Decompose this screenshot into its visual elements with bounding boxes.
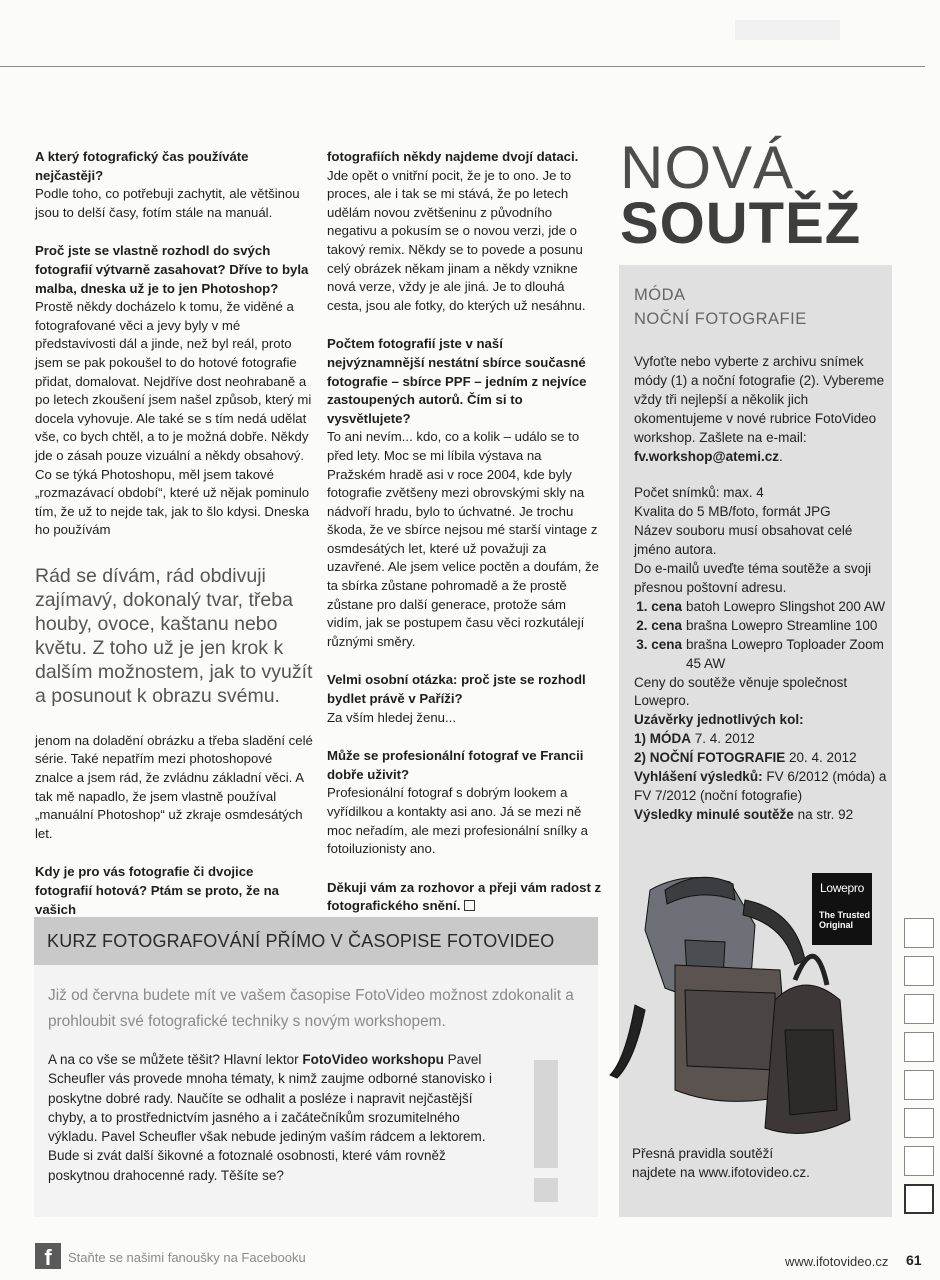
contest-intro-text: Vyfoťte nebo vyberte z archivu snímek módy (1) a noční fotografie (2). Vybereme vždy tři nejlepší a několik jich okomentujeme v nové rubrice FotoVideo workshop. Zašlete na e-mail: xyxy=(634,354,885,445)
article-column-1 xyxy=(35,148,313,919)
interview-question: Počtem fotografií jste v naší nejvýznamnější nestátní sbírce současné fotografie – sbírce PPF – jedním z nejvíce zastoupených autorů. Čím si to vysvětlujete? xyxy=(327,336,587,426)
contest-footer-rules: Přesná pravidla soutěží najdete na www.ifotovideo.cz. xyxy=(632,1146,810,1180)
interview-question: Děkuji vám za rozhovor a přeji vám radost z fotografického snění. xyxy=(327,879,602,914)
interview-answer: Prostě někdy docházelo k tomu, že viděné a fotografované věci a jevy byly v mé představivosti dál a jinde, než byl reál, proto jsem se pak pokoušel to do hotové fotografie přidat, domalovat. Nejdříve dost neohrabaně a po letech zkoušení jsem našel způsob, který mi docela vyhovuje. Ale také se s tím nedá udělat vše, co bych chtěl, a to je možná dobře. Někdy jde o zásah pouze vizuální a někdy obsahový. Co se týká Photoshopu, měl jsem takové „rozmazávací období“, které už nějak pominulo tím, že už to nejde tak, jak to šlo kdysi. Dneska ho používám xyxy=(35,299,312,538)
contest-title-line1: NOVÁ xyxy=(620,134,795,201)
ladder-square xyxy=(904,1184,934,1214)
prize-text: batoh Lowepro Slingshot 200 AW xyxy=(686,598,886,614)
contest-title-line2: SOUTĚŽ xyxy=(620,191,862,256)
interview-answer: To ani nevím... kdo, co a kolik – událo se to před lety. Moc se mi líbila výstava na Pražském hradě asi v roce 2004, kde byly fotografie zvětšeny mezi obrovskými skly na nádvoří hradu, bylo to úchvatné. Je trochu škoda, že ve sbírce nejsou mé starší vintage z osmdesátých let, které už považuji za uzavřené. Ale jsem velice poctěn a doufám, že ta sbírka zůstane pohromadě a že prostě zůstane pro další generace, protože sám vidím, jak se postupem času věci rozkutálejí různými směry. xyxy=(327,429,599,649)
exclamation-icon xyxy=(532,1060,560,1202)
course-text-bold: FotoVideo workshopu xyxy=(302,1052,444,1067)
prize-row xyxy=(634,598,889,617)
contest-rules: Počet snímků: max. 4 Kvalita do 5 MB/foto, formát JPG Název souboru musí obsahovat celé jméno autora. Do e-mailů uveďte téma soutěže a svoji přesnou poštovní adresu. xyxy=(634,485,872,595)
interview-question: Kdy je pro vás fotografie či dvojice fotografií hotová? Ptám se proto, že na vašich xyxy=(35,864,279,917)
end-mark-icon xyxy=(464,900,475,911)
course-box xyxy=(34,917,598,1217)
course-text-start: A na co vše se můžete těšit? Hlavní lektor xyxy=(48,1052,303,1067)
course-heading: KURZ FOTOGRAFOVÁNÍ PŘÍMO V ČASOPISE FOTOVIDEO xyxy=(47,930,555,951)
ladder-square xyxy=(904,1032,934,1062)
lowepro-logo-tagline: The Trusted Original xyxy=(819,910,871,930)
interview-question: Velmi osobní otázka: proč jste se rozhodl bydlet právě v Paříži? xyxy=(327,672,586,707)
interview-answer: Jde opět o vnitřní pocit, že je to ono. Je to proces, ale i tak se mi stává, že po letech udělám novou zvětšeninu z původního negativu a pokusím se o novou verzi, jde o takový remix. Někdy se to povede a posunu celý obrázek někam jinam a někdy vznikne nová verze, vždy je ale jiná. Je to dlouhá cesta, jsou ale fotky, do kterých už nesáhnu. xyxy=(327,167,586,313)
pull-quote: Rád se dívám, rád obdivuji zajímavý, dokonalý tvar, třeba houby, ovoce, kaštanu nebo květu. Z toho už je jen krok k dalším možnostem, jak to využít a posunout k obrazu svému. xyxy=(35,564,313,707)
round1-date: 7. 4. 2012 xyxy=(694,731,755,747)
article-column-2 xyxy=(327,148,602,916)
interview-question: Může se profesionální fotograf ve Francii dobře uživit? xyxy=(327,748,584,782)
interview-answer: Profesionální fotograf s dobrým lookem a vyřídilkou a kontakty asi ano. Já se mezi ně moc neřadím, ale mezi profesionální snílky a fotoiluzionisty ano. xyxy=(327,785,588,857)
contest-category-1: MÓDA xyxy=(634,286,686,304)
previous-text: na str. 92 xyxy=(797,806,854,822)
prize-rank: 3. cena xyxy=(636,636,682,652)
interview-answer: Za vším hledej ženu... xyxy=(327,709,457,725)
facebook-text[interactable]: Staňte se našimi fanoušky na Facebooku xyxy=(68,1250,306,1265)
round2-label: 2) NOČNÍ FOTOGRAFIE xyxy=(634,750,786,766)
footer-url[interactable]: www.ifotovideo.cz xyxy=(785,1254,889,1269)
contest-title xyxy=(620,134,880,256)
interview-question: fotografiích někdy najdeme dvojí dataci. xyxy=(327,149,579,164)
contest-sponsor: Ceny do soutěže věnuje společnost Lowepro. xyxy=(634,674,848,709)
ladder-square xyxy=(904,1070,934,1100)
ladder-square xyxy=(904,994,934,1024)
prize-rank: 2. cena xyxy=(636,617,682,633)
course-text-rest: Pavel Scheufler vás provede mnoha tématy, k nimž zaujme odborné stanovisko i poskytne dobré rady. Naučíte se odhalit a posléze i napravit nejčastější chyby, a to prostřednictvím jasného a i začátečníkům srozumitelného výkladu. Pavel Scheufler však nebude jediným vaším rádcem a lektorem. Bude si zvát další šikovné a fotoznalé osobnosti, které vám rovněž poskytnou drahocenné rady. Těšíte se? xyxy=(48,1052,492,1183)
contest-category-2: NOČNÍ FOTOGRAFIE xyxy=(634,310,807,328)
page-number: 61 xyxy=(906,1252,922,1268)
results-label: Vyhlášení výsledků: xyxy=(634,769,763,785)
interview-answer: Podle toho, co potřebuji zachytit, ale většinou jsou to delší časy, fotím stále na manuál. xyxy=(35,186,300,220)
ladder-square xyxy=(904,1146,934,1176)
course-header xyxy=(34,917,598,965)
lowepro-logo-brand: Lowepro xyxy=(820,881,864,895)
course-body xyxy=(34,965,598,1217)
course-lead: Již od června budete mít ve vašem časopise FotoVideo možnost zdokonalit a prohloubit své fotografické techniky s novým workshopem. xyxy=(48,987,574,1030)
contest-deadlines-label: Uzávěrky jednotlivých kol: xyxy=(634,712,804,728)
interview-answer: jenom na doladění obrázku a třeba sladění celé série. Také nepatřím mezi photoshopové znalce a jsem rád, že zvládnu základní věci. A tak mě napadlo, že jsem vlastně používal „manuální Photoshop“ už zkraje osmdesátých let. xyxy=(35,732,313,841)
lowepro-logo xyxy=(812,873,872,945)
contest-intro-end: . xyxy=(778,448,783,464)
ladder-square xyxy=(904,956,934,986)
prize-text: brašna Lowepro Toploader Zoom 45 AW xyxy=(686,636,884,671)
rating-ladder xyxy=(904,918,936,1222)
top-rule xyxy=(0,66,925,67)
prize-text: brašna Lowepro Streamline 100 xyxy=(686,617,878,633)
results-text: FV 6/2012 (móda) a FV 7/2012 (noční fotografie) xyxy=(634,769,887,803)
interview-question: A který fotografický čas používáte nejčastěji? xyxy=(35,149,249,183)
prize-row xyxy=(634,617,889,636)
course-text xyxy=(48,1050,493,1185)
ladder-square xyxy=(904,918,934,948)
prize-rank: 1. cena xyxy=(636,598,682,614)
previous-label: Výsledky minulé soutěže xyxy=(634,806,794,822)
contest-categories xyxy=(634,283,889,331)
contest-intro xyxy=(634,353,889,466)
contest-prizes xyxy=(634,598,889,674)
facebook-icon[interactable]: f xyxy=(35,1243,61,1269)
round1-label: 1) MÓDA xyxy=(634,731,691,747)
top-header-mark xyxy=(735,20,840,40)
interview-question: Proč jste se vlastně rozhodl do svých fotografií výtvarně zasahovat? Dříve to byla malba, dneska už je to jen Photoshop? xyxy=(35,243,309,296)
round2-date: 20. 4. 2012 xyxy=(789,750,857,766)
prize-row xyxy=(634,636,889,674)
ladder-square xyxy=(904,1108,934,1138)
contest-email[interactable]: fv.workshop@atemi.cz xyxy=(634,448,779,464)
